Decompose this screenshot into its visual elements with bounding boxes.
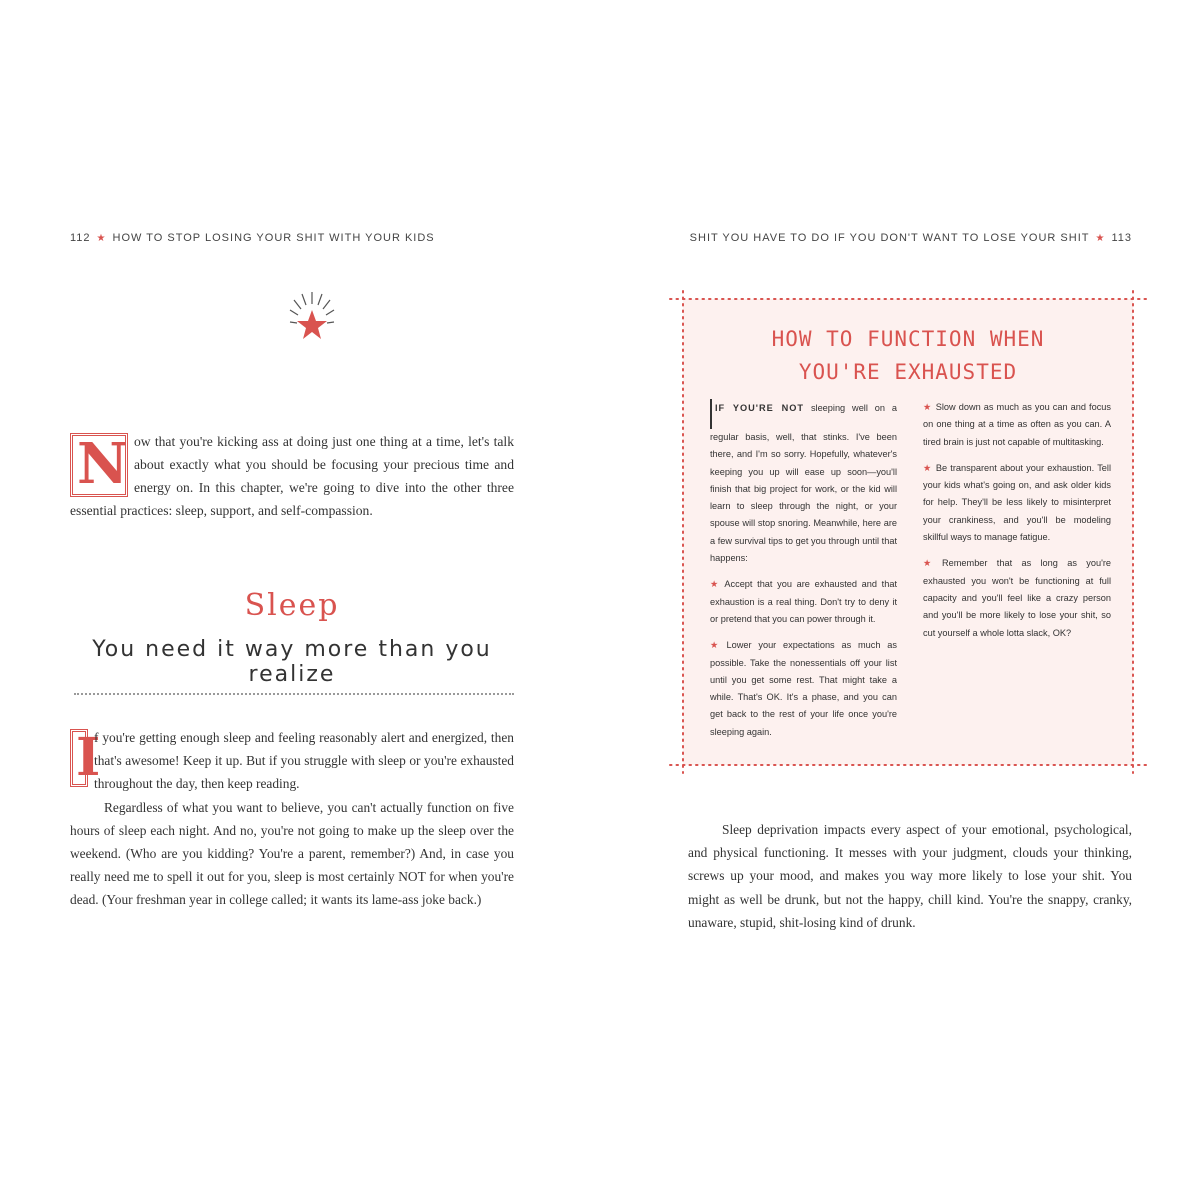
right-page-number: 113	[1111, 232, 1132, 244]
star-icon: ★	[96, 233, 107, 244]
left-running-title: HOW TO STOP LOSING YOUR SHIT WITH YOUR KIDS	[112, 232, 435, 244]
star-bullet-icon: ★	[923, 402, 932, 412]
starburst-icon	[290, 290, 334, 350]
callout-intro: sleeping well on a regular basis, well, that stinks. I've been there, and I'm so sorry. Hopefully, whatever's keeping you up will ease up soon—you'll finish that big project for work, or the kid will learn to sleep through the night, or your spouse will stop snoring. Meanwhile, here are a few survival tips to get you through until that happens:	[710, 403, 898, 564]
intro-paragraph	[70, 430, 514, 522]
callout-title-line-1: HOW TO FUNCTION WHEN	[771, 327, 1045, 351]
section-subtitle: You need it way more than you realize	[92, 637, 492, 687]
right-body	[688, 818, 1132, 934]
body-paragraph-1: f you're getting enough sleep and feeling reasonably alert and energized, then that's awesome! Keep it up. But if you struggle with sleep or you're exhausted throughout the day, then keep reading.	[94, 730, 514, 792]
tip-item: ★ Lower your expectations as much as possible. Take the nonessentials off your list until you get some rest. That might take a while. That's OK. It's a phase, and you can get back to the rest of your life once you're sleeping again.	[710, 640, 897, 737]
star-bullet-icon: ★	[710, 579, 721, 590]
tip-item: ★ Remember that as long as you're exhausted you won't be functioning at full capacity and you'll feel like a crazy person and you'll be more likely to lose your shit, so cut yourself a whole lotta slack, OK?	[923, 558, 1111, 638]
tip-item: ★ Accept that you are exhausted and that exhaustion is a real thing. Don't try to deny it or pretend that you can power through it.	[710, 579, 897, 624]
left-running-header	[70, 232, 435, 244]
left-body	[70, 726, 514, 912]
star-icon: ★	[1095, 233, 1106, 244]
dotted-divider	[74, 693, 514, 695]
tip-item: ★ Be transparent about your exhaustion. Tell your kids what's going on, and ask older kids for help. They'll be less likely to misinterpret your crankiness, and you'll be modeling skillful ways to manage fatigue.	[923, 462, 1111, 543]
drop-cap: N	[70, 433, 128, 497]
star-bullet-icon: ★	[923, 558, 939, 569]
callout-title-line-2: YOU'RE EXHAUSTED	[798, 360, 1018, 384]
section-title: Sleep	[244, 588, 340, 623]
body-paragraph-3: Sleep deprivation impacts every aspect of your emotional, psychological, and physical functioning. It messes with your judgment, clouds your thinking, screws up your mood, and makes you way more likely to lose your shit. You might as well be drunk, but not the happy, chill kind. You're the snappy, cranky, unaware, stupid, shit-losing kind of drunk.	[688, 822, 1132, 930]
right-running-title: SHIT YOU HAVE TO DO IF YOU DON'T WANT TO LOSE YOUR SHIT	[689, 232, 1090, 244]
callout-dotted-frame	[670, 291, 1146, 773]
drop-cap: I	[70, 729, 88, 787]
intro-text: ow that you're kicking ass at doing just one thing at a time, let's talk about exactly what you should be focusing your precious time and energy on. In this chapter, we're going to dive into the other three essential practices: sleep, support, and self-compassion.	[70, 434, 514, 518]
left-page-number: 112	[70, 232, 91, 244]
body-paragraph-2: Regardless of what you want to believe, you can't actually function on five hours of sleep each night. And no, you're not going to make up the sleep over the weekend. (Who are you kidding? You're a parent, remember?) And, in case you really need me to spell it out for you, sleep is most certainly NOT for when you're dead. (Your freshman year in college called; it wants its lame-ass joke back.)	[70, 799, 514, 908]
tip-item: ★ Slow down as much as you can and focus on one thing at a time as often as you can. A tired brain is just not capable of multitasking.	[923, 402, 1111, 447]
star-bullet-icon: ★	[710, 640, 723, 651]
star-bullet-icon: ★	[923, 462, 932, 473]
right-running-header	[690, 232, 1132, 244]
callout-lead: IF YOU'RE NOT	[715, 403, 805, 413]
